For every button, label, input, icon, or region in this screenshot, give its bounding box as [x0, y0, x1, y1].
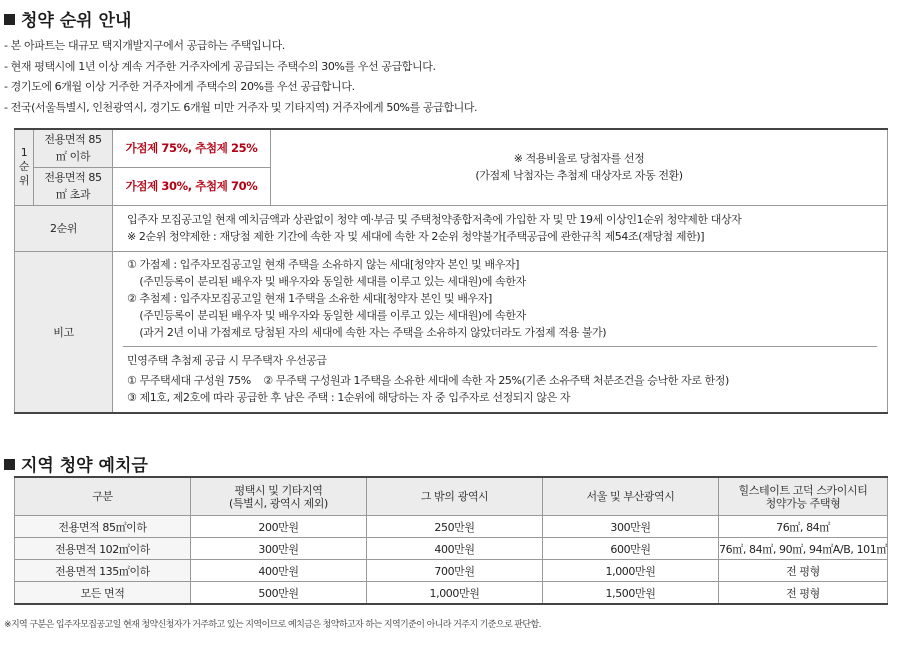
- table-cell: 400만원: [367, 538, 543, 560]
- row-label: 모든 면적: [15, 582, 191, 605]
- row-label: 전용면적 102㎡이하: [15, 538, 191, 560]
- ranking-table: [14, 128, 888, 414]
- intro-list: [4, 36, 477, 118]
- table-row: [15, 582, 888, 605]
- table-cell: 전 평형: [719, 582, 888, 605]
- table-row: [15, 129, 888, 167]
- footnote: ※지역 구분은 입주자모집공고일 현재 청약신청자가 거주하고 있는 지역이므로 예치금은 청약하고자 하는 지역기준이 아니라 거주지 기준으로 판단함.: [4, 620, 541, 630]
- row-label: 전용면적 135㎡이하: [15, 560, 191, 582]
- deposit-table: [14, 476, 888, 605]
- column-header: 구분: [15, 477, 191, 516]
- square-bullet-icon: [4, 459, 15, 470]
- table-cell: 76㎡, 84㎡, 90㎡, 94㎡A/B, 101㎡: [719, 538, 888, 560]
- intro-line: - 전국(서울특별시, 인천광역시, 경기도 6개월 미만 거주자 및 기타지역) 거주자에게 50%를 공급합니다.: [4, 100, 478, 114]
- table-cell: 400만원: [191, 560, 367, 582]
- remark-content: ① 가점제 : 입주자모집공고일 현재 주택을 소유하지 않는 세대[청약자 본인 및 배우자] (주민등록이 분리된 배우자 및 배우자와 동일한 세대를 이루고 있는 세대원)에 속한자 ② 추첨제 : 입주자모집공고일 현재 1주택을 소유한 세대[청약자 본인 및 배우자] (주민등록이 분리된 배우자 및 배우자와 동일한 세대를 이루고 있는 세대원)에 속한자 (과거 2년 이내 가점제로 당첨된 자의 세대에 속한 자는 주택을 소유하지 않았더라도 가점제 적용 불가) 민영주택 추첨제 공급 시 무주택자 우선공급 ① 무주택세대 구성원 75% ② 무주택 구성원과 1주택을 소유한 세대에 속한 자 25%(기존 소유주택 처분조건을 승낙한 자로 한정) ③ 제1호, 제2호에 따라 공급한 후 남은 주택 : 1순위에 해당하는 자 중 입주자로 선정되지 않은 자: [113, 251, 888, 413]
- table-cell: 300만원: [191, 538, 367, 560]
- table-row: [15, 538, 888, 560]
- table-cell: 500만원: [191, 582, 367, 605]
- table-row: [15, 560, 888, 582]
- table-cell: 1,000만원: [367, 582, 543, 605]
- table-cell: 전 평형: [719, 560, 888, 582]
- rank1-note: ※ 적용비율로 당첨자를 선정 (가점제 낙첨자는 추첨제 대상자로 자동 전환): [271, 129, 888, 205]
- column-header: 그 밖의 광역시: [367, 477, 543, 516]
- column-header: 평택시 및 기타지역 (특별시, 광역시 제외): [191, 477, 367, 516]
- table-cell: 200만원: [191, 516, 367, 538]
- table-cell: 600만원: [543, 538, 719, 560]
- rank1-ratio-85-above: 가점제 30%, 추첨제 70%: [113, 167, 271, 205]
- table-row: [15, 251, 888, 413]
- rank1-size-85-above: 전용면적 85㎡ 초과: [34, 167, 113, 205]
- rank2-label: 2순위: [15, 205, 113, 251]
- rank1-label: 1순위: [15, 129, 34, 205]
- table-cell: 76㎡, 84㎡: [719, 516, 888, 538]
- column-header: 서울 및 부산광역시: [543, 477, 719, 516]
- table-cell: 1,000만원: [543, 560, 719, 582]
- intro-line: - 본 아파트는 대규모 택지개발지구에서 공급하는 주택입니다.: [4, 39, 285, 52]
- rank1-size-85-below: 전용면적 85㎡ 이하: [34, 129, 113, 167]
- table-row: [15, 516, 888, 538]
- rank1-ratio-85-below: 가점제 75%, 추첨제 25%: [113, 129, 271, 167]
- section-title-deposit: 지역 청약 예치금: [4, 451, 148, 476]
- rank2-content: 입주자 모집공고일 현재 예치금액과 상관없이 청약 예·부금 및 주택청약종합저축에 가입한 자 및 만 19세 이상인1순위 청약제한 대상자 ※ 2순위 청약제한 : 재당첨 제한 기간에 속한 자 및 세대에 속한 자 2순위 청약불가[주택공급에 관한규칙 제54조(재당첨 제한)]: [113, 205, 888, 251]
- table-cell: 250만원: [367, 516, 543, 538]
- row-label: 전용면적 85㎡이하: [15, 516, 191, 538]
- square-bullet-icon: [4, 14, 15, 25]
- table-cell: 300만원: [543, 516, 719, 538]
- remark-label: 비고: [15, 251, 113, 413]
- section-title-ranking: 청약 순위 안내: [4, 6, 131, 31]
- table-row: [15, 205, 888, 251]
- column-header: 힐스테이트 고덕 스카이시티 청약가능 주택형: [719, 477, 888, 516]
- intro-line: - 현재 평택시에 1년 이상 계속 거주한 거주자에게 공급되는 주택수의 30%를 우선 공급합니다.: [4, 59, 436, 73]
- table-cell: 1,500만원: [543, 582, 719, 605]
- table-cell: 700만원: [367, 560, 543, 582]
- table-header-row: [15, 477, 888, 516]
- intro-line: - 경기도에 6개월 이상 거주한 거주자에게 주택수의 20%를 우선 공급합니다.: [4, 80, 355, 93]
